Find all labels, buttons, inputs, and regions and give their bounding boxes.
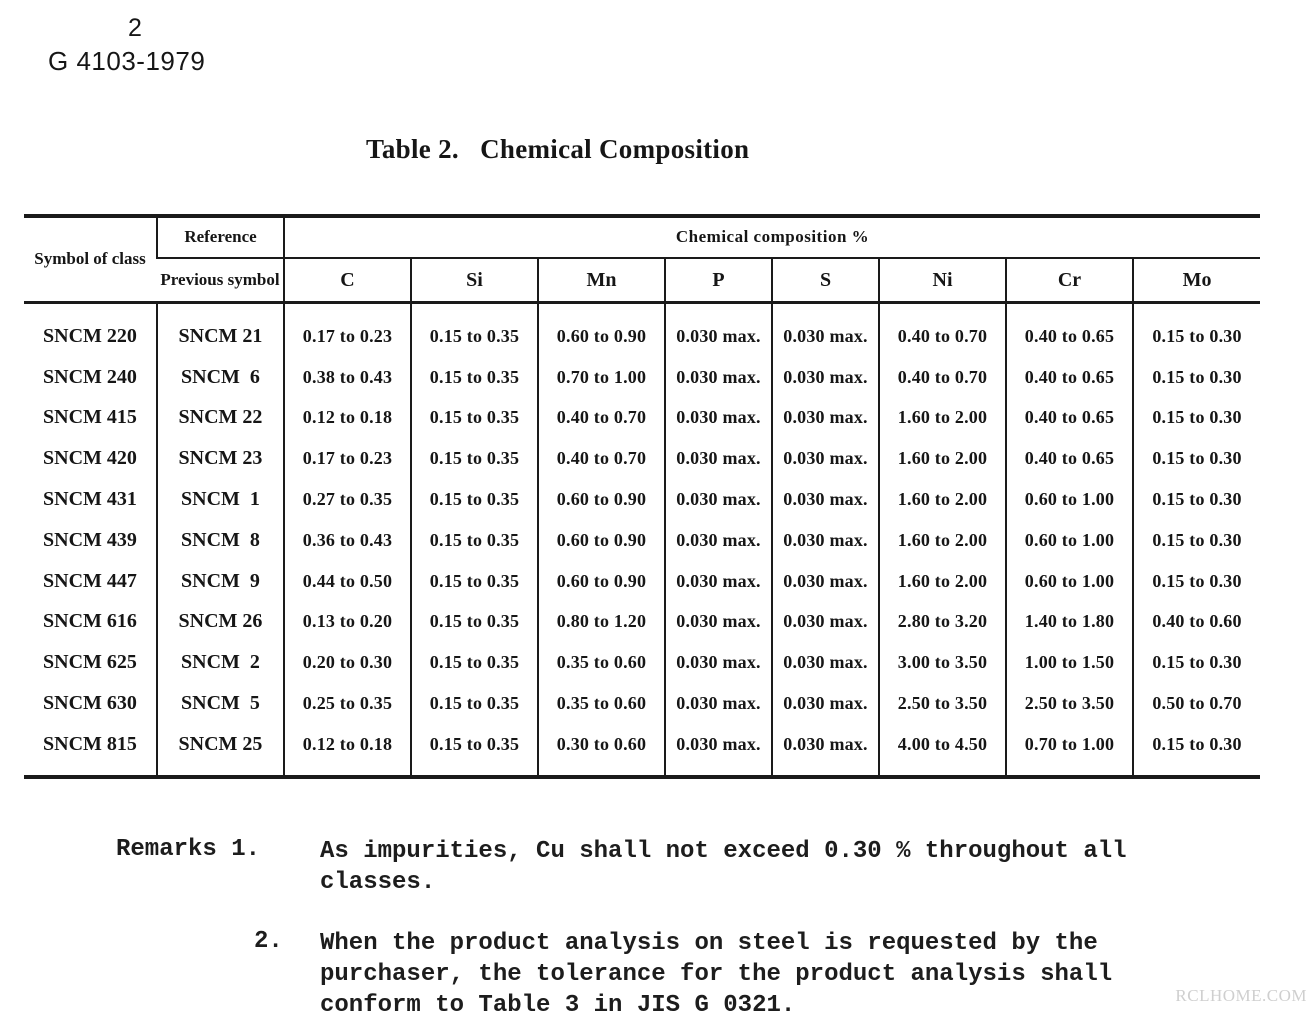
composition-cell-mo: 0.15 to 0.30 xyxy=(1133,561,1260,602)
composition-cell-s: 0.030 max. xyxy=(772,683,879,724)
class-symbol-cell: SNCM 220 xyxy=(43,324,137,347)
composition-cell-c: 0.12 to 0.18 xyxy=(284,724,411,777)
composition-cell-cr: 0.40 to 0.65 xyxy=(1006,303,1133,357)
table-body xyxy=(24,303,1260,777)
composition-cell-cr: 0.70 to 1.00 xyxy=(1006,724,1133,777)
previous-symbol-cell: SNCM 9 xyxy=(157,561,284,602)
chemical-composition-table xyxy=(24,214,1260,779)
chemical-composition-header: Chemical composition % xyxy=(284,216,1260,258)
composition-cell-si: 0.15 to 0.35 xyxy=(411,303,538,357)
table-row xyxy=(24,724,1260,777)
remarks-label: Remarks 1. xyxy=(116,836,261,863)
table-row xyxy=(24,398,1260,439)
composition-cell-c: 0.44 to 0.50 xyxy=(284,561,411,602)
composition-cell-c: 0.25 to 0.35 xyxy=(284,683,411,724)
composition-cell-ni: 0.40 to 0.70 xyxy=(879,357,1006,398)
composition-cell-c: 0.20 to 0.30 xyxy=(284,642,411,683)
element-header-mn: Mn xyxy=(538,258,665,303)
composition-cell-mn: 0.40 to 0.70 xyxy=(538,438,665,479)
class-symbol-cell: SNCM 240 xyxy=(43,365,137,388)
composition-cell-si: 0.15 to 0.35 xyxy=(411,520,538,561)
class-symbol-cell: SNCM 815 xyxy=(24,724,157,777)
page-number: 2 xyxy=(128,14,142,42)
composition-cell-s: 0.030 max. xyxy=(772,357,879,398)
previous-symbol-cell: SNCM 23 xyxy=(157,438,284,479)
previous-symbol-cell: SNCM 8 xyxy=(157,520,284,561)
composition-cell-mo: 0.15 to 0.30 xyxy=(1133,303,1260,357)
composition-cell-ni: 2.50 to 3.50 xyxy=(879,683,1006,724)
composition-cell-s: 0.030 max. xyxy=(772,724,879,777)
composition-cell-s: 0.030 max. xyxy=(772,479,879,520)
composition-cell-p: 0.030 max. xyxy=(665,479,772,520)
composition-cell-ni: 1.60 to 2.00 xyxy=(879,520,1006,561)
element-header-si: Si xyxy=(411,258,538,303)
composition-cell-s: 0.030 max. xyxy=(772,561,879,602)
composition-cell-p: 0.030 max. xyxy=(665,602,772,643)
composition-cell-p: 0.030 max. xyxy=(665,561,772,602)
composition-cell-p: 0.030 max. xyxy=(665,438,772,479)
class-symbol-cell: SNCM 625 xyxy=(43,651,137,674)
composition-cell-cr: 0.40 to 0.65 xyxy=(1006,357,1133,398)
composition-cell-cr: 0.40 to 0.65 xyxy=(1006,438,1133,479)
composition-cell-ni: 2.80 to 3.20 xyxy=(879,602,1006,643)
composition-cell-mo: 0.15 to 0.30 xyxy=(1133,479,1260,520)
composition-cell-c: 0.12 to 0.18 xyxy=(284,398,411,439)
table-row xyxy=(24,602,1260,643)
class-symbol-cell: SNCM 439 xyxy=(43,528,137,551)
composition-cell-cr: 0.60 to 1.00 xyxy=(1006,479,1133,520)
composition-cell-mo: 0.15 to 0.30 xyxy=(1133,357,1260,398)
composition-cell-mo: 0.15 to 0.30 xyxy=(1133,438,1260,479)
composition-cell-cr: 1.40 to 1.80 xyxy=(1006,602,1133,643)
composition-cell-mn: 0.70 to 1.00 xyxy=(538,357,665,398)
table-title: Table 2. Chemical Composition xyxy=(366,134,750,164)
composition-cell-mo: 0.15 to 0.30 xyxy=(1133,520,1260,561)
class-symbol-cell: SNCM 630 xyxy=(43,692,137,715)
previous-symbol-cell: SNCM 2 xyxy=(157,642,284,683)
table-row xyxy=(24,683,1260,724)
previous-symbol-cell: SNCM 25 xyxy=(157,724,284,777)
previous-symbol-cell: SNCM 6 xyxy=(157,357,284,398)
composition-cell-p: 0.030 max. xyxy=(665,303,772,357)
element-header-c: C xyxy=(284,258,411,303)
composition-cell-c: 0.17 to 0.23 xyxy=(284,438,411,479)
composition-cell-mo: 0.15 to 0.30 xyxy=(1133,642,1260,683)
remark-2-number: 2. xyxy=(254,928,283,955)
previous-symbol-cell: SNCM 26 xyxy=(157,602,284,643)
element-header-ni: Ni xyxy=(879,258,1006,303)
composition-cell-p: 0.030 max. xyxy=(665,520,772,561)
watermark: RCLHOME.COM xyxy=(1175,986,1307,1005)
composition-cell-si: 0.15 to 0.35 xyxy=(411,438,538,479)
composition-cell-mn: 0.80 to 1.20 xyxy=(538,602,665,643)
table-row xyxy=(24,438,1260,479)
document-id: G 4103-1979 xyxy=(48,46,206,76)
composition-cell-si: 0.15 to 0.35 xyxy=(411,357,538,398)
composition-cell-ni: 0.40 to 0.70 xyxy=(879,303,1006,357)
table-row xyxy=(24,520,1260,561)
composition-cell-ni: 1.60 to 2.00 xyxy=(879,561,1006,602)
composition-cell-ni: 4.00 to 4.50 xyxy=(879,724,1006,777)
composition-cell-mo: 0.40 to 0.60 xyxy=(1133,602,1260,643)
table-row xyxy=(24,642,1260,683)
reference-header: Reference xyxy=(157,216,284,258)
composition-cell-c: 0.13 to 0.20 xyxy=(284,602,411,643)
composition-cell-p: 0.030 max. xyxy=(665,357,772,398)
composition-cell-si: 0.15 to 0.35 xyxy=(411,642,538,683)
previous-symbol-cell: SNCM 5 xyxy=(157,683,284,724)
table-row xyxy=(24,357,1260,398)
composition-cell-mn: 0.40 to 0.70 xyxy=(538,398,665,439)
class-symbol-cell: SNCM 420 xyxy=(43,447,137,470)
composition-cell-mn: 0.35 to 0.60 xyxy=(538,683,665,724)
previous-symbol-cell: SNCM 1 xyxy=(157,479,284,520)
composition-cell-mo: 0.15 to 0.30 xyxy=(1133,398,1260,439)
composition-cell-p: 0.030 max. xyxy=(665,683,772,724)
class-symbol-cell: SNCM 616 xyxy=(43,610,137,633)
composition-cell-si: 0.15 to 0.35 xyxy=(411,683,538,724)
composition-cell-cr: 0.60 to 1.00 xyxy=(1006,520,1133,561)
composition-cell-ni: 1.60 to 2.00 xyxy=(879,438,1006,479)
element-header-s: S xyxy=(772,258,879,303)
composition-cell-mn: 0.60 to 0.90 xyxy=(538,520,665,561)
previous-symbol-cell: SNCM 22 xyxy=(157,398,284,439)
composition-cell-p: 0.030 max. xyxy=(665,642,772,683)
composition-cell-s: 0.030 max. xyxy=(772,520,879,561)
table-row xyxy=(24,479,1260,520)
previous-symbol-header: Previous symbol xyxy=(157,258,284,303)
composition-cell-mn: 0.35 to 0.60 xyxy=(538,642,665,683)
composition-cell-cr: 0.40 to 0.65 xyxy=(1006,398,1133,439)
composition-cell-si: 0.15 to 0.35 xyxy=(411,479,538,520)
composition-cell-p: 0.030 max. xyxy=(665,724,772,777)
composition-cell-cr: 1.00 to 1.50 xyxy=(1006,642,1133,683)
composition-cell-si: 0.15 to 0.35 xyxy=(411,561,538,602)
composition-cell-mn: 0.60 to 0.90 xyxy=(538,561,665,602)
composition-cell-s: 0.030 max. xyxy=(772,642,879,683)
table-row xyxy=(24,561,1260,602)
element-header-mo: Mo xyxy=(1133,258,1260,303)
composition-cell-p: 0.030 max. xyxy=(665,398,772,439)
composition-cell-mn: 0.30 to 0.60 xyxy=(538,724,665,777)
composition-cell-s: 0.030 max. xyxy=(772,438,879,479)
element-header-cr: Cr xyxy=(1006,258,1133,303)
class-symbol-cell: SNCM 415 xyxy=(43,406,137,429)
element-header-p: P xyxy=(665,258,772,303)
composition-cell-c: 0.17 to 0.23 xyxy=(284,303,411,357)
composition-cell-c: 0.38 to 0.43 xyxy=(284,357,411,398)
composition-cell-mo: 0.15 to 0.30 xyxy=(1133,724,1260,777)
remark-1-text: As impurities, Cu shall not exceed 0.30 % throughout all classes. xyxy=(320,838,1127,896)
composition-cell-ni: 3.00 to 3.50 xyxy=(879,642,1006,683)
composition-cell-c: 0.27 to 0.35 xyxy=(284,479,411,520)
class-symbol-cell: SNCM 447 xyxy=(43,569,137,592)
composition-cell-mo: 0.50 to 0.70 xyxy=(1133,683,1260,724)
composition-cell-mn: 0.60 to 0.90 xyxy=(538,303,665,357)
composition-cell-s: 0.030 max. xyxy=(772,602,879,643)
composition-cell-ni: 1.60 to 2.00 xyxy=(879,479,1006,520)
composition-cell-cr: 2.50 to 3.50 xyxy=(1006,683,1133,724)
symbol-of-class-header: Symbol of class xyxy=(24,216,157,303)
composition-cell-si: 0.15 to 0.35 xyxy=(411,602,538,643)
composition-cell-s: 0.030 max. xyxy=(772,303,879,357)
previous-symbol-cell: SNCM 21 xyxy=(157,303,284,357)
table-row xyxy=(24,303,1260,357)
composition-cell-si: 0.15 to 0.35 xyxy=(411,724,538,777)
class-symbol-cell: SNCM 431 xyxy=(43,488,137,511)
composition-cell-c: 0.36 to 0.43 xyxy=(284,520,411,561)
remark-2-text: When the product analysis on steel is requested by the purchaser, the tolerance for the product analysis shall conform to Table 3 in JIS G 0321. xyxy=(320,930,1113,1019)
composition-cell-cr: 0.60 to 1.00 xyxy=(1006,561,1133,602)
composition-cell-si: 0.15 to 0.35 xyxy=(411,398,538,439)
composition-cell-ni: 1.60 to 2.00 xyxy=(879,398,1006,439)
composition-cell-mn: 0.60 to 0.90 xyxy=(538,479,665,520)
composition-cell-s: 0.030 max. xyxy=(772,398,879,439)
